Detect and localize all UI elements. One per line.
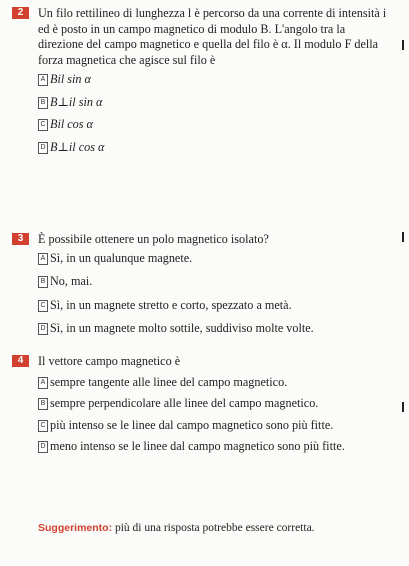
hint: [38, 522, 315, 534]
option-3d[interactable]: D Sì, in un magnete molto sottile, suddiviso molte volte.: [12, 321, 392, 337]
option-letter: B: [38, 398, 48, 410]
option-2c[interactable]: C Bil cos α: [12, 117, 392, 133]
question-4-text: 4 Il vettore campo magnetico è: [12, 354, 392, 370]
question-2-text: 2 Un filo rettilineo di lunghezza l è percorso da una corrente di intensità i ed è posto in un campo magnetico di modulo B. L'angolo tra la direzione del campo magnetico e quella del filo è α. Il modulo F della forza magnetica che agisce sul filo è: [12, 6, 392, 68]
option-letter: D: [38, 142, 48, 154]
option-letter: A: [38, 74, 48, 86]
margin-bar: [402, 402, 404, 412]
option-4d[interactable]: D meno intenso se le linee dal campo magnetico sono più fitte.: [12, 439, 392, 455]
option-3c[interactable]: C Sì, in un magnete stretto e corto, spezzato a metà.: [12, 298, 392, 314]
margin-bar: [402, 40, 404, 50]
question-3-text: 3 È possibile ottenere un polo magnetico isolato?: [12, 232, 392, 248]
option-2b[interactable]: B B⊥il sin α: [12, 95, 392, 111]
hint-label: Suggerimento:: [38, 522, 113, 534]
option-4a[interactable]: A sempre tangente alle linee del campo magnetico.: [12, 375, 392, 391]
hint-text: più di una risposta potrebbe essere corretta.: [114, 522, 315, 534]
option-letter: A: [38, 253, 48, 265]
option-2d[interactable]: D B⊥il cos α: [12, 140, 392, 156]
option-4c[interactable]: C più intenso se le linee dal campo magnetico sono più fitte.: [12, 418, 392, 434]
margin-bar: [402, 232, 404, 242]
option-letter: C: [38, 420, 48, 432]
option-letter: B: [38, 97, 48, 109]
question-4: [12, 354, 392, 455]
option-letter: D: [38, 323, 48, 335]
option-letter: C: [38, 119, 48, 131]
option-4b[interactable]: B sempre perpendicolare alle linee del campo magnetico.: [12, 396, 392, 412]
question-number-badge: 2: [12, 7, 29, 19]
option-3b[interactable]: B No, mai.: [12, 274, 392, 290]
option-2a[interactable]: A Bil sin α: [12, 72, 392, 88]
question-number-badge: 4: [12, 355, 29, 367]
option-letter: A: [38, 377, 48, 389]
option-letter: D: [38, 441, 48, 453]
option-letter: B: [38, 276, 48, 288]
question-3: [12, 232, 392, 337]
question-2: [12, 6, 392, 155]
question-number-badge: 3: [12, 233, 29, 245]
option-3a[interactable]: A Sì, in un qualunque magnete.: [12, 251, 392, 267]
option-letter: C: [38, 300, 48, 312]
